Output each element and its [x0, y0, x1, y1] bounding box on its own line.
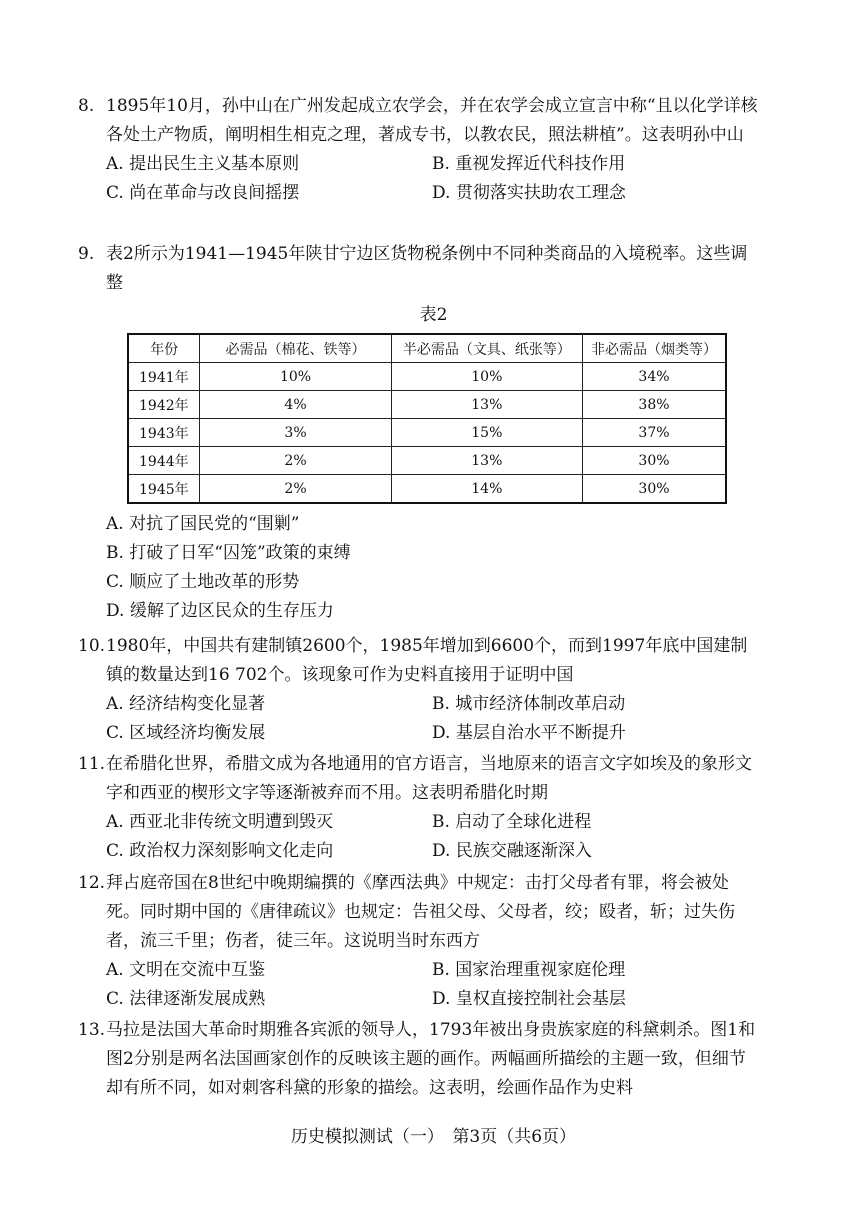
option-c: C. 法律逐渐发展成熟	[106, 989, 266, 1009]
question-stem: 马拉是法国大革命时期雅各宾派的领导人，1793年被出身贵族家庭的科黛刺杀。图1和图2分别是两名法国画家创作的反映该主题的画作。两幅画所描绘的主题一致，但细节却有所不同，如对刺客科黛的形象的描绘。这表明，绘画作品作为史料	[106, 1020, 756, 1098]
question-stem: 1980年，中国共有建制镇2600个，1985年增加到6600个，而到1997年底中国建制镇的数量达到16 702个。该现象可作为史料直接用于证明中国	[106, 636, 748, 685]
question-number: 9.	[78, 244, 95, 264]
option-b: B. 国家治理重视家庭伦理	[432, 960, 626, 980]
question-13	[78, 1016, 758, 1103]
header-non-necessities: 非必需品（烟类等）	[582, 334, 726, 363]
option-d: D. 民族交融逐渐深入	[432, 841, 592, 861]
table-caption: 表2	[419, 305, 448, 325]
option-a: A. 经济结构变化显著	[106, 694, 266, 714]
header-year: 年份	[128, 334, 200, 363]
question-number: 8.	[78, 96, 95, 116]
cell-year: 1942年	[128, 391, 200, 419]
question-number: 10.	[78, 636, 106, 656]
cell-value: 37%	[582, 419, 726, 447]
cell-value: 10%	[200, 363, 391, 391]
cell-year: 1943年	[128, 419, 200, 447]
cell-value: 13%	[391, 391, 582, 419]
question-9-options	[78, 510, 758, 626]
question-11	[78, 750, 758, 866]
table-row	[128, 447, 726, 475]
option-b: B. 城市经济体制改革启动	[432, 694, 626, 714]
question-stem: 表2所示为1941—1945年陕甘宁边区货物税条例中不同种类商品的入境税率。这些调整	[106, 244, 748, 293]
question-9	[78, 240, 758, 298]
cell-value: 2%	[200, 475, 391, 504]
cell-year: 1944年	[128, 447, 200, 475]
cell-value: 14%	[391, 475, 582, 504]
table-row	[128, 363, 726, 391]
option-d: D. 基层自治水平不断提升	[432, 723, 626, 743]
cell-year: 1941年	[128, 363, 200, 391]
page-footer: 历史模拟测试（一） 第3页（共6页）	[290, 1127, 577, 1147]
option-a: A. 文明在交流中互鉴	[106, 960, 266, 980]
option-c: C. 区域经济均衡发展	[106, 723, 266, 743]
question-number: 12.	[78, 873, 106, 893]
option-b: B. 重视发挥近代科技作用	[432, 154, 626, 174]
tax-rate-table	[127, 333, 727, 504]
option-c: C. 政治权力深刻影响文化走向	[106, 841, 334, 861]
option-a: A. 西亚北非传统文明遭到毁灭	[106, 812, 334, 832]
cell-year: 1945年	[128, 475, 200, 504]
cell-value: 34%	[582, 363, 726, 391]
option-a: A. 提出民生主义基本原则	[106, 154, 300, 174]
cell-value: 30%	[582, 475, 726, 504]
option-d: D. 皇权直接控制社会基层	[432, 989, 626, 1009]
question-stem: 拜占庭帝国在8世纪中晚期编撰的《摩西法典》中规定：击打父母者有罪，将会被处死。同时期中国的《唐律疏议》也规定：告祖父母、父母者，绞；殴者，斩；过失伤者，流三千里；伤者，徒三年。这说明当时东西方	[106, 873, 735, 951]
question-12	[78, 869, 758, 1014]
table-row	[128, 475, 726, 504]
cell-value: 3%	[200, 419, 391, 447]
option-b: B. 打破了日军“囚笼”政策的束缚	[106, 543, 351, 563]
header-necessities: 必需品（棉花、铁等）	[200, 334, 391, 363]
question-10	[78, 632, 758, 748]
cell-value: 30%	[582, 447, 726, 475]
question-8	[78, 92, 758, 208]
table-row	[128, 391, 726, 419]
option-d: D. 缓解了边区民众的生存压力	[106, 601, 334, 621]
cell-value: 4%	[200, 391, 391, 419]
cell-value: 38%	[582, 391, 726, 419]
header-semi-necessities: 半必需品（文具、纸张等）	[391, 334, 582, 363]
option-a: A. 对抗了国民党的“围剿”	[106, 514, 300, 534]
question-stem: 在希腊化世界，希腊文成为各地通用的官方语言，当地原来的语言文字如埃及的象形文字和西亚的楔形文字等逐渐被弃而不用。这表明希腊化时期	[106, 754, 752, 803]
option-b: B. 启动了全球化进程	[432, 812, 592, 832]
cell-value: 13%	[391, 447, 582, 475]
cell-value: 10%	[391, 363, 582, 391]
option-d: D. 贯彻落实扶助农工理念	[432, 183, 626, 203]
option-c: C. 顺应了土地改革的形势	[106, 572, 300, 592]
question-number: 13.	[78, 1020, 106, 1040]
table-header-row	[128, 334, 726, 363]
option-c: C. 尚在革命与改良间摇摆	[106, 183, 300, 203]
cell-value: 2%	[200, 447, 391, 475]
question-stem: 1895年10月，孙中山在广州发起成立农学会，并在农学会成立宣言中称“且以化学详核各处土产物质，阐明相生相克之理，著成专书，以教农民，照法耕植”。这表明孙中山	[106, 96, 758, 145]
question-number: 11.	[78, 754, 106, 774]
cell-value: 15%	[391, 419, 582, 447]
table-row	[128, 419, 726, 447]
